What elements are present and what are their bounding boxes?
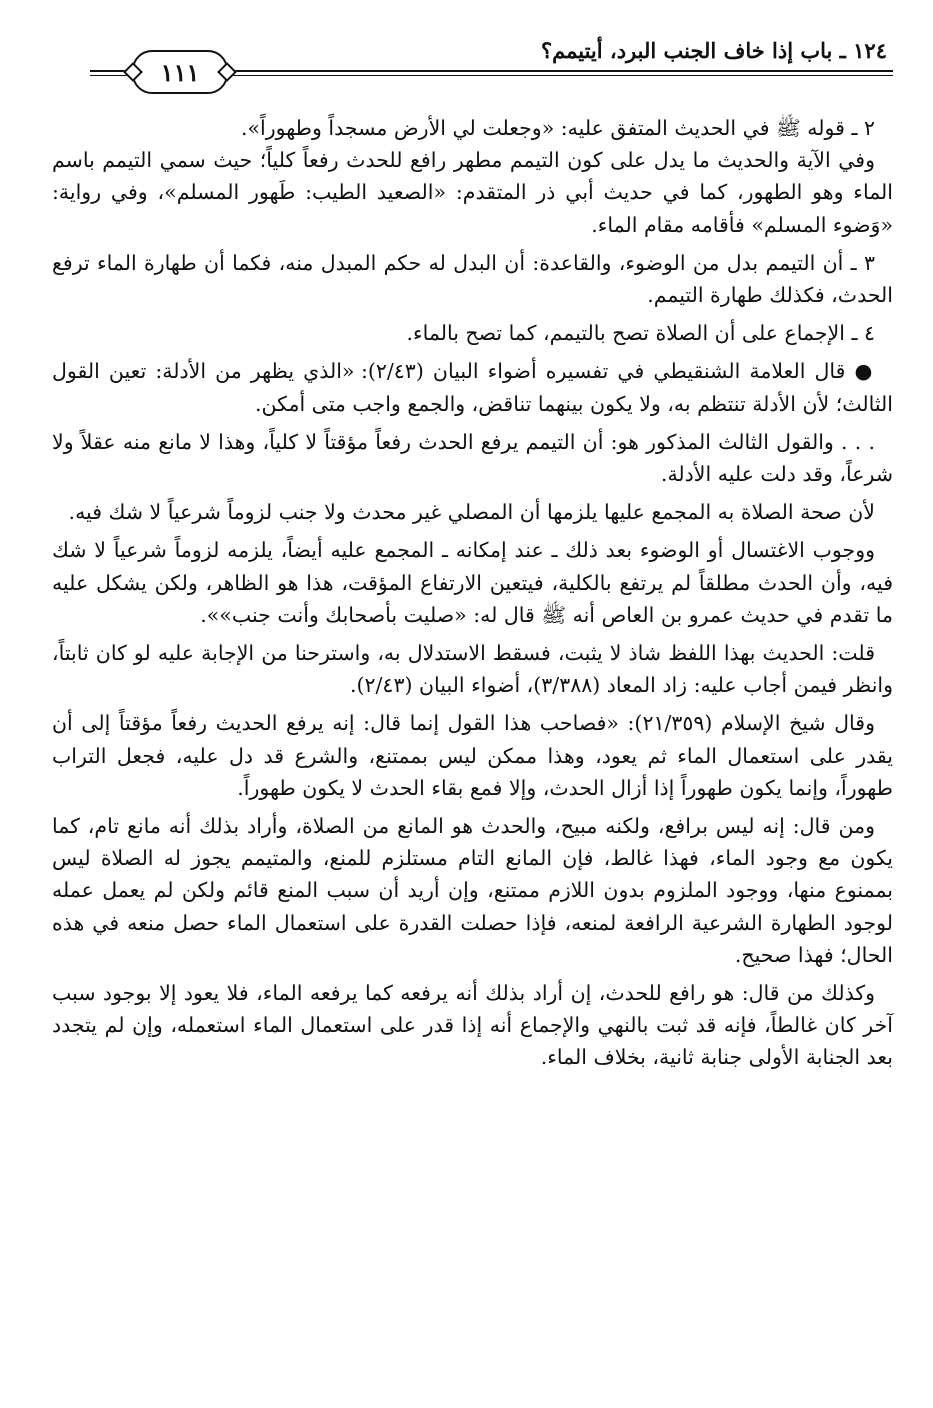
paragraph: . . . والقول الثالث المذكور هو: أن التيمم يرفع الحدث رفعاً مؤقتاً لا كلياً، وهذا لا مانع منه عقلاً ولا شرعاً، وقد دلت عليه الأدلة. (52, 429, 893, 487)
paragraph: وكذلك من قال: هو رافع للحدث، إن أراد بذلك أنه يرفعه كما يرفعه الماء، فلا يعود إلا بوجود سبب آخر كان غالطاً، فإنه قد ثبت بالنهي والإجماع أنه إذا قدر على استعمال الماء استعمله، وإن لم يتجدد بعد الجنابة الأولى جنابة ثانية، بخلاف الماء. (52, 981, 893, 1070)
paragraph: ووجوب الاغتسال أو الوضوء بعد ذلك ـ عند إمكانه ـ المجمع عليه أيضاً، يلزمه لزوماً شرعياً لا شك فيه، وأن الحدث مطلقاً لم يرتفع بالكلية، فيتعين الارتفاع المؤقت، هذا هو الظاهر، ولكن يشكل عليه ما تقدم في حديث عمرو بن العاص أنه ﷺ قال له: «صليت بأصحابك وأنت جنب»». (52, 538, 893, 627)
paragraph: قلت: الحديث بهذا اللفظ شاذ لا يثبت، فسقط الاستدلال به، واسترحنا من الإجابة عليه لو كان ثابتاً، وانظر فيمن أجاب عليه: زاد المعاد (٣/٣٨٨)، أضواء البيان (٢/٤٣). (52, 641, 893, 698)
paragraph: وقال شيخ الإسلام (٢١/٣٥٩): «فصاحب هذا القول إنما قال: إنه يرفع الحديث رفعاً مؤقتاً إلى أن يقدر على استعمال الماء ثم يعود، وهذا ممكن ليس بممتنع، والشرع قد دل عليه، فجعل التراب طهوراً، وإنما يكون طهوراً إذا أزال الحدث، وإلا فمع بقاء الحدث لا يكون طهوراً. (52, 711, 893, 800)
page-header (90, 36, 893, 96)
paragraph: ٣ ـ أن التيمم بدل من الوضوء، والقاعدة: أن البدل له حكم المبدل منه، فكما أن طهارة الماء ترفع الحدث، فكذلك طهارة التيمم. (52, 250, 893, 308)
paragraph: لأن صحة الصلاة به المجمع عليها يلزمها أن المصلي غير محدث ولا جنب لزوماً شرعياً لا شك فيه. (68, 500, 875, 525)
paragraph: ٢ ـ قوله ﷺ في الحديث المتفق عليه: «وجعلت لي الأرض مسجداً وطهوراً». (240, 116, 875, 140)
paragraph: وفي الآية والحديث ما يدل على كون التيمم مطهر رافع للحدث رفعاً كلياً؛ حيث سمي التيمم باسم الماء وهو الطهور، كما في حديث أبي ذر المتقدم: «الصعيد الطيب: طَهور المسلم»، وفي رواية: «وَضوء المسلم» فأقامه مقام الماء. (52, 148, 893, 237)
paragraph: ٤ ـ الإجماع على أن الصلاة تصح بالتيمم، كما تصح بالماء. (406, 321, 875, 346)
paragraph: ومن قال: إنه ليس برافع، ولكنه مبيح، والحدث هو المانع من الصلاة، وأراد بذلك أنه مانع تام، كما يكون مع وجود الماء، فهذا غالط، فإن المانع التام مستلزم للمنع، والمتيمم يجوز له الصلاة ليس بممنوع منها، ووجود الملزوم بدون اللازم ممتنع، وإن أريد أن سبب المنع قائم ولكن لم يعمل عمله لوجود الطهارة الشرعية الرافعة لمنعه، فإذا حصلت القدرة على استعمال الماء حصل منعه في هذه الحال؛ فهذا صحيح. (52, 814, 893, 967)
page-number-badge: ١١١ (132, 50, 228, 94)
chapter-title: ١٢٤ ـ باب إذا خاف الجنب البرد، أيتيمم؟ (540, 38, 887, 63)
paragraph: ● قال العلامة الشنقيطي في تفسيره أضواء البيان (٢/٤٣): «الذي يظهر من الأدلة: تعين القول الثالث؛ لأن الأدلة تنتظم به، ولا يكون بينهما تناقض، والجمع واجب متى أمكن. (52, 359, 893, 416)
page-body (52, 112, 893, 1074)
